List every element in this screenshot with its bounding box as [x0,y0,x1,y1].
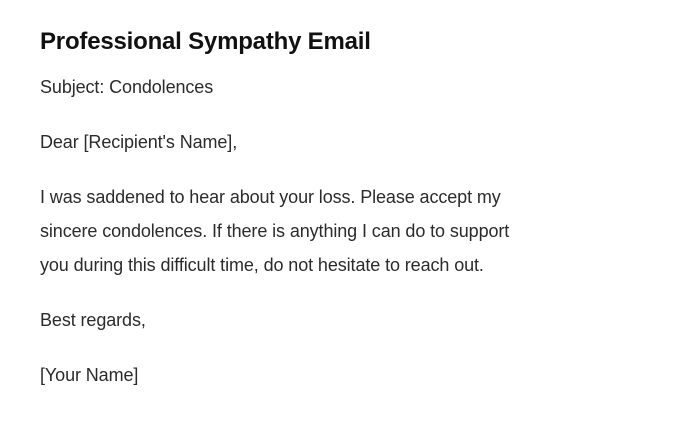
subject-line: Subject: Condolences [40,77,214,97]
greeting-line: Dear [Recipient's Name], [40,132,238,152]
document-title: Professional Sympathy Email [40,28,371,55]
body-line-3: you during this difficult time, do not hesitate to reach out. [40,255,484,275]
closing-line: Best regards, [40,310,146,330]
body-paragraph [40,180,660,282]
body-line-2: sincere condolences. If there is anything I can do to support [40,221,510,241]
signature-line: [Your Name] [40,365,139,385]
body-line-1: I was saddened to hear about your loss. Please accept my [40,187,501,207]
